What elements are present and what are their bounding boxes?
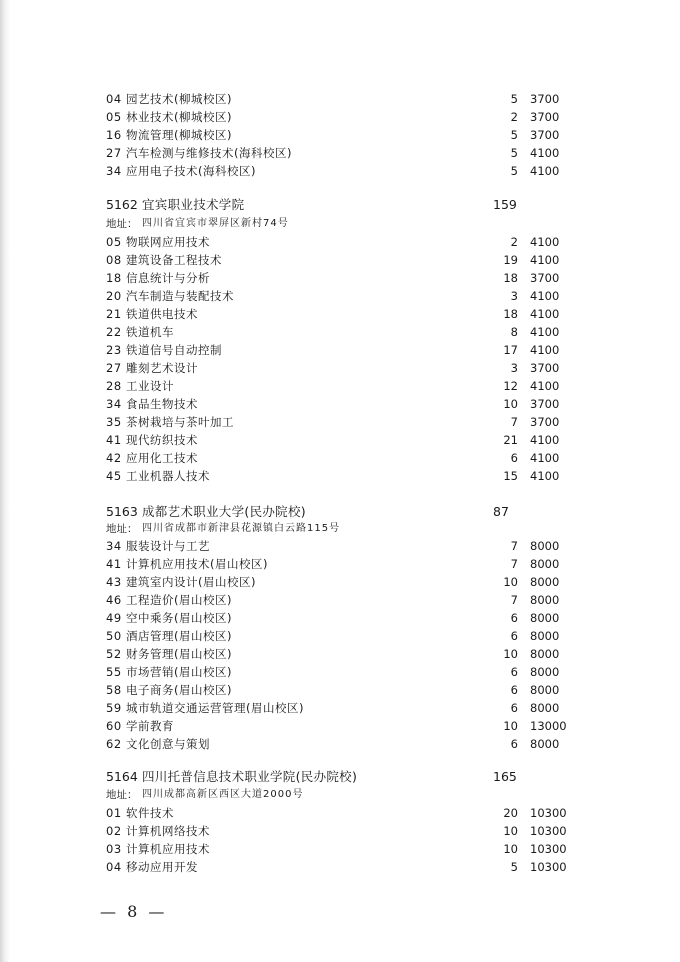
major-fee: 4100 [530,307,560,321]
major-code: 60 [106,719,122,733]
major-code: 27 [106,146,122,160]
major-code: 45 [106,469,122,483]
major-row [0,735,680,753]
major-count: 10 [503,397,518,411]
major-fee: 3700 [530,361,560,375]
major-count: 7 [510,415,518,429]
major-count: 5 [510,164,518,178]
major-count: 2 [510,110,518,124]
school-total: 165 [493,769,517,784]
major-fee: 13000 [530,719,567,733]
school-address [0,786,680,804]
major-name: 空中乘务(眉山校区) [126,611,232,625]
major-row [0,840,680,858]
major-name: 现代纺织技术 [126,433,198,447]
major-name: 财务管理(眉山校区) [126,647,232,661]
major-row [0,377,680,395]
major-row [0,162,680,180]
major-fee: 8000 [530,665,560,679]
major-code: 21 [106,307,122,321]
major-code: 50 [106,629,122,643]
major-count: 10 [503,575,518,589]
major-count: 10 [503,824,518,838]
major-row [0,609,680,627]
major-name: 物流管理(柳城校区) [126,128,232,142]
major-count: 6 [510,737,518,751]
major-name: 汽车制造与装配技术 [126,289,234,303]
major-name: 信息统计与分析 [126,271,210,285]
major-row [0,555,680,573]
major-code: 34 [106,539,122,553]
major-row [0,144,680,162]
address-label: 地址： [106,218,138,230]
major-fee: 8000 [530,629,560,643]
school-total: 159 [493,197,517,212]
major-count: 10 [503,842,518,856]
major-name: 食品生物技术 [126,397,198,411]
major-code: 18 [106,271,122,285]
major-row [0,681,680,699]
school-address [0,520,680,538]
major-count: 10 [503,719,518,733]
major-count: 3 [510,361,518,375]
address-text: 四川成都高新区西区大道2000号 [142,789,304,800]
major-name: 建筑室内设计(眉山校区) [126,575,256,589]
address-label: 地址： [106,523,138,535]
major-fee: 8000 [530,611,560,625]
major-fee: 8000 [530,737,560,751]
major-code: 23 [106,343,122,357]
school-total: 87 [493,504,509,519]
major-code: 62 [106,737,122,751]
major-code: 55 [106,665,122,679]
major-name: 服装设计与工艺 [126,539,210,553]
major-row [0,287,680,305]
major-name: 工业机器人技术 [126,469,210,483]
address-text: 四川省宜宾市翠屏区新村74号 [142,218,289,229]
major-name: 铁道供电技术 [126,307,198,321]
major-count: 17 [503,343,518,357]
major-name: 工业设计 [126,379,174,393]
major-name: 学前教育 [126,719,174,733]
major-row [0,573,680,591]
school-header [0,196,680,214]
major-fee: 10300 [530,806,567,820]
major-count: 12 [503,379,518,393]
major-fee: 4100 [530,325,560,339]
page-number: — 8 — [100,902,168,921]
school-code: 5162 [106,197,138,212]
major-fee: 4100 [530,253,560,267]
major-name: 市场营销(眉山校区) [126,665,232,679]
major-count: 5 [510,92,518,106]
major-code: 34 [106,397,122,411]
major-count: 18 [503,271,518,285]
school-name: 宜宾职业技术学院 [142,197,245,212]
major-row [0,341,680,359]
major-count: 19 [503,253,518,267]
major-code: 05 [106,110,122,124]
major-count: 10 [503,647,518,661]
major-name: 城市轨道交通运营管理(眉山校区) [126,701,304,715]
major-code: 41 [106,433,122,447]
major-row [0,305,680,323]
major-fee: 4100 [530,146,560,160]
school-name: 成都艺术职业大学(民办院校) [142,504,306,519]
major-name: 工程造价(眉山校区) [126,593,232,607]
major-row [0,858,680,876]
major-count: 5 [510,146,518,160]
major-count: 21 [503,433,518,447]
major-row [0,126,680,144]
major-name: 林业技术(柳城校区) [126,110,232,124]
major-count: 3 [510,289,518,303]
major-name: 铁道信号自动控制 [126,343,222,357]
major-code: 46 [106,593,122,607]
major-row [0,108,680,126]
major-fee: 4100 [530,379,560,393]
major-row [0,699,680,717]
major-fee: 8000 [530,593,560,607]
major-code: 41 [106,557,122,571]
major-fee: 8000 [530,539,560,553]
major-row [0,822,680,840]
major-name: 应用电子技术(海科校区) [126,164,256,178]
major-name: 计算机网络技术 [126,824,210,838]
major-code: 16 [106,128,122,142]
major-code: 01 [106,806,122,820]
major-name: 文化创意与策划 [126,737,210,751]
major-fee: 4100 [530,289,560,303]
major-code: 04 [106,92,122,106]
major-row [0,323,680,341]
major-count: 20 [503,806,518,820]
major-name: 物联网应用技术 [126,235,210,249]
major-name: 软件技术 [126,806,174,820]
major-name: 电子商务(眉山校区) [126,683,232,697]
major-code: 20 [106,289,122,303]
major-code: 34 [106,164,122,178]
major-count: 7 [510,557,518,571]
major-fee: 4100 [530,235,560,249]
major-count: 5 [510,860,518,874]
major-count: 6 [510,629,518,643]
major-row [0,413,680,431]
major-count: 2 [510,235,518,249]
major-row [0,717,680,735]
major-count: 8 [510,325,518,339]
major-code: 42 [106,451,122,465]
major-row [0,804,680,822]
major-code: 28 [106,379,122,393]
school-header [0,768,680,786]
major-code: 08 [106,253,122,267]
major-code: 22 [106,325,122,339]
major-count: 18 [503,307,518,321]
major-code: 59 [106,701,122,715]
major-code: 03 [106,842,122,856]
major-fee: 10300 [530,860,567,874]
major-row [0,449,680,467]
major-name: 建筑设备工程技术 [126,253,222,267]
major-row [0,467,680,485]
major-fee: 3700 [530,92,560,106]
major-code: 35 [106,415,122,429]
address-label: 地址： [106,789,138,801]
major-code: 04 [106,860,122,874]
major-fee: 10300 [530,842,567,856]
major-row [0,645,680,663]
major-code: 49 [106,611,122,625]
major-count: 6 [510,611,518,625]
school-name: 四川托普信息技术职业学院(民办院校) [142,769,358,784]
major-fee: 4100 [530,343,560,357]
major-name: 计算机应用技术 [126,842,210,856]
major-code: 52 [106,647,122,661]
major-name: 应用化工技术 [126,451,198,465]
school-code: 5163 [106,504,138,519]
major-code: 43 [106,575,122,589]
major-row [0,627,680,645]
major-name: 铁道机车 [126,325,174,339]
major-fee: 3700 [530,110,560,124]
major-name: 汽车检测与维修技术(海科校区) [126,146,292,160]
major-code: 02 [106,824,122,838]
major-fee: 8000 [530,701,560,715]
major-row [0,233,680,251]
major-count: 5 [510,128,518,142]
major-name: 雕刻艺术设计 [126,361,198,375]
major-count: 7 [510,593,518,607]
major-fee: 8000 [530,647,560,661]
major-fee: 3700 [530,415,560,429]
major-fee: 3700 [530,271,560,285]
major-fee: 4100 [530,433,560,447]
major-code: 58 [106,683,122,697]
major-count: 7 [510,539,518,553]
major-name: 计算机应用技术(眉山校区) [126,557,268,571]
major-row [0,395,680,413]
address-text: 四川省成都市新津县花源镇白云路115号 [142,523,341,534]
major-count: 6 [510,701,518,715]
major-fee: 4100 [530,451,560,465]
major-count: 15 [503,469,518,483]
major-fee: 3700 [530,397,560,411]
major-name: 园艺技术(柳城校区) [126,92,232,106]
major-fee: 8000 [530,575,560,589]
major-fee: 8000 [530,557,560,571]
school-code: 5164 [106,769,138,784]
major-name: 茶树栽培与茶叶加工 [126,415,234,429]
major-fee: 10300 [530,824,567,838]
major-fee: 3700 [530,128,560,142]
major-count: 6 [510,665,518,679]
major-name: 移动应用开发 [126,860,198,874]
major-count: 6 [510,451,518,465]
major-fee: 4100 [530,164,560,178]
major-row [0,663,680,681]
major-name: 酒店管理(眉山校区) [126,629,232,643]
major-fee: 4100 [530,469,560,483]
major-code: 05 [106,235,122,249]
major-row [0,269,680,287]
school-address [0,215,680,233]
major-fee: 8000 [530,683,560,697]
major-row [0,431,680,449]
major-row [0,359,680,377]
major-count: 6 [510,683,518,697]
major-code: 27 [106,361,122,375]
major-row [0,537,680,555]
school-header [0,503,680,521]
major-row [0,90,680,108]
major-row [0,251,680,269]
major-row [0,591,680,609]
